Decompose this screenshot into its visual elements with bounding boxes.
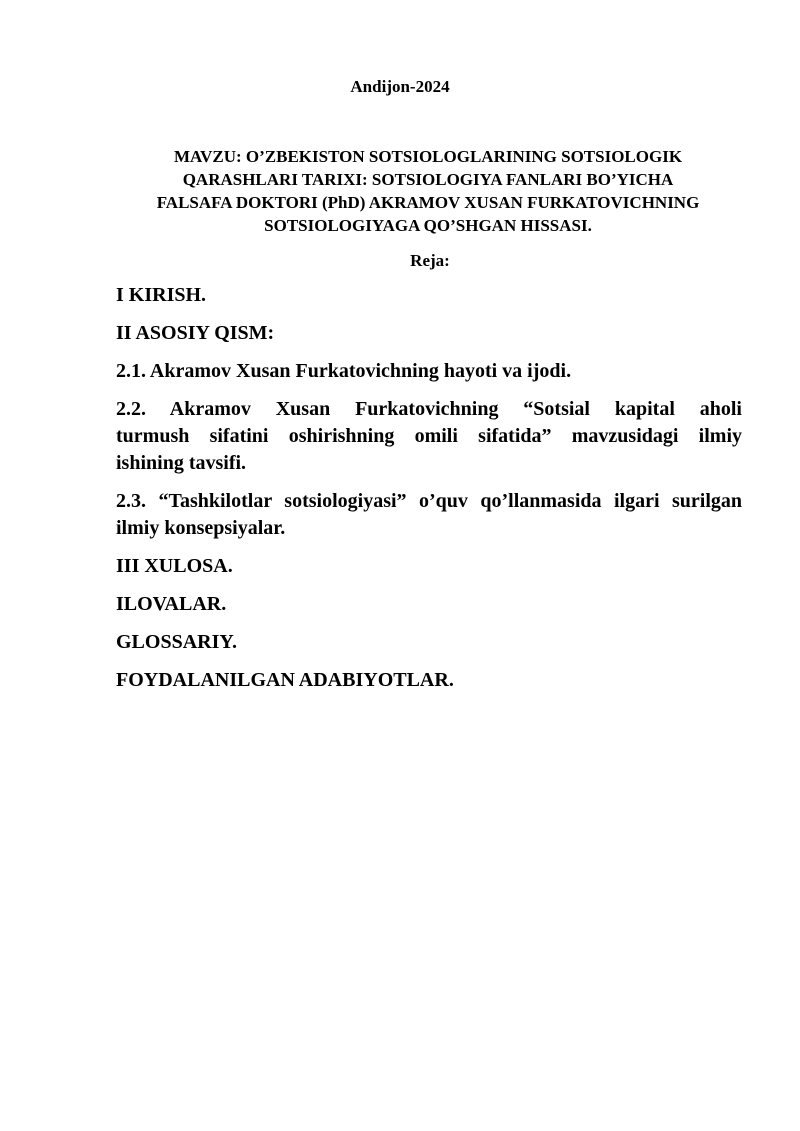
plan-item-introduction: [116, 282, 742, 309]
plan-item-main-part: [116, 320, 742, 347]
topic-title: [118, 145, 738, 237]
plan-item-2-2: [116, 396, 742, 477]
plan-item-line: GLOSSARIY.: [116, 631, 237, 653]
plan-item-references: [116, 667, 742, 694]
plan-item-2-1: [116, 358, 742, 385]
city-year: Andijon-2024: [350, 77, 450, 96]
plan-item-line: FOYDALANILGAN ADABIYOTLAR.: [116, 669, 454, 691]
plan-item-line: II ASOSIY QISM:: [116, 322, 275, 344]
topic-line: SOTSIOLOGIYAGA QO’SHGAN HISSASI.: [264, 216, 592, 235]
topic-line: QARASHLARI TARIXI: SOTSIOLOGIYA FANLARI BO’YICHA: [182, 170, 674, 189]
plan-list: [116, 282, 742, 705]
topic-line: FALSAFA DOKTORI (PhD) AKRAMOV XUSAN FURKATOVICHNING: [156, 193, 700, 212]
plan-item-2-3: [116, 488, 742, 542]
plan-item-line: 2.2. Akramov Xusan Furkatovichning “Sotsial kapital aholi: [116, 398, 742, 420]
plan-item-line: I KIRISH.: [116, 284, 207, 306]
plan-item-line: III XULOSA.: [116, 555, 233, 577]
plan-item-line: ilmiy konsepsiyalar.: [116, 517, 286, 539]
plan-item-glossary: [116, 629, 742, 656]
plan-item-line: ILOVALAR.: [116, 593, 227, 615]
plan-item-line: 2.3. “Tashkilotlar sotsiologiyasi” o’quv qo’llanmasida ilgari surilgan: [116, 490, 742, 512]
plan-item-appendices: [116, 591, 742, 618]
topic-line: MAVZU: O’ZBEKISTON SOTSIOLOGLARINING SOTSIOLOGIK: [173, 147, 683, 166]
plan-item-line: turmush sifatini oshirishning omili sifatida” mavzusidagi ilmiy: [116, 425, 742, 447]
plan-heading: Reja:: [410, 251, 450, 270]
plan-item-line: ishining tavsifi.: [116, 452, 247, 474]
plan-item-conclusion: [116, 553, 742, 580]
plan-item-line: 2.1. Akramov Xusan Furkatovichning hayoti va ijodi.: [116, 360, 572, 382]
